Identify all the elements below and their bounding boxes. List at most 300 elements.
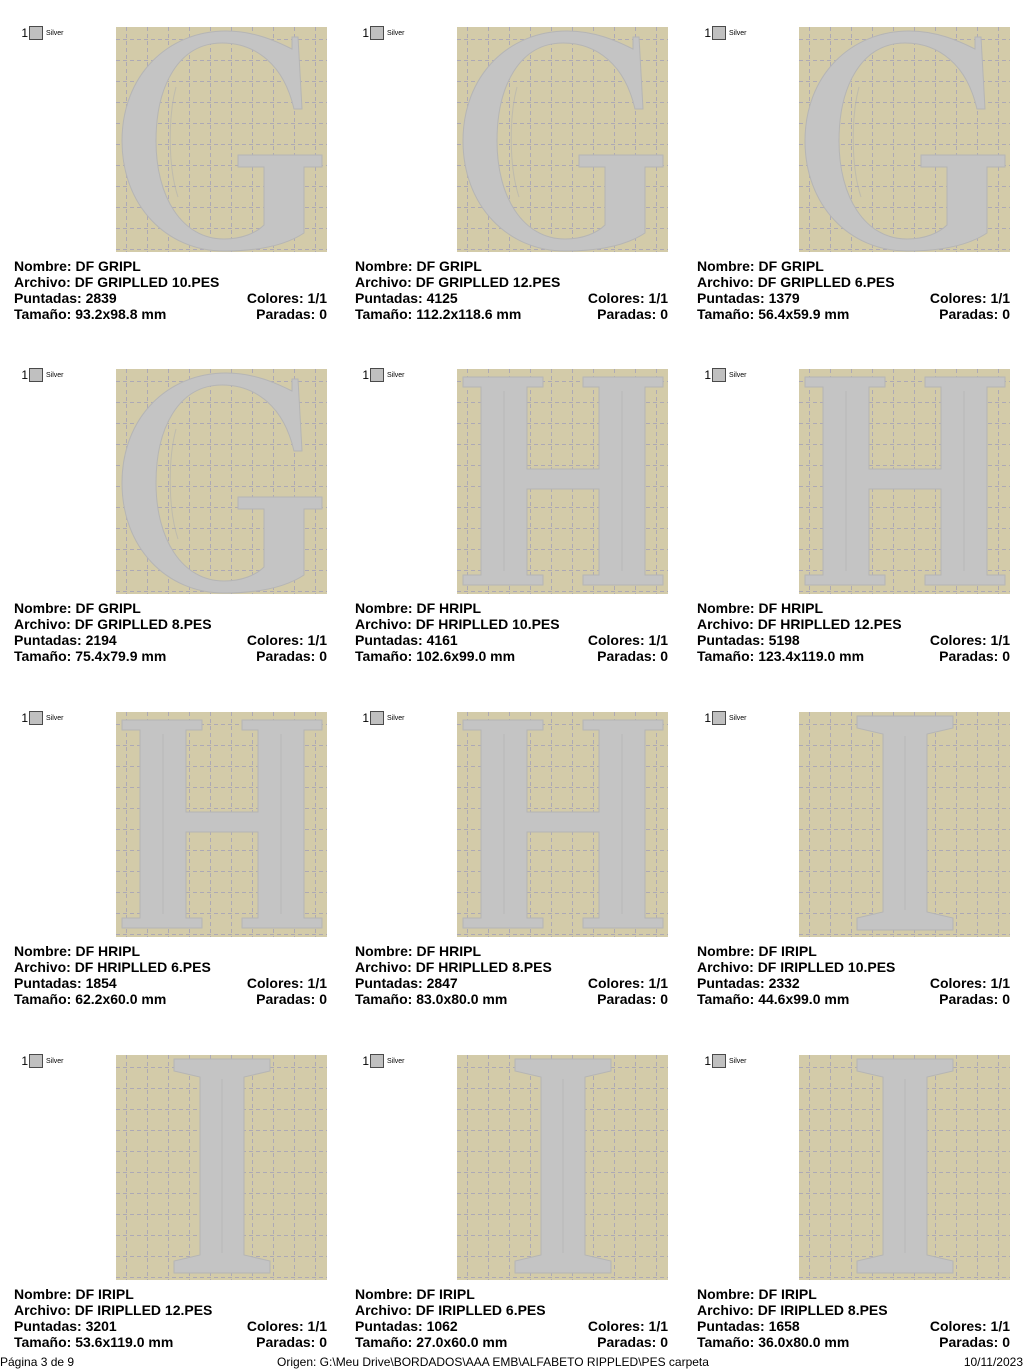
archivo-row (14, 959, 327, 975)
nombre-row (14, 600, 327, 616)
thread-swatch (361, 711, 405, 725)
colores-value: 1/1 (648, 1318, 668, 1334)
nombre-value: DF GRIPL (75, 600, 141, 616)
thread-name: Silver (46, 1057, 64, 1065)
thread-name: Silver (729, 1057, 747, 1065)
puntadas-field (355, 975, 458, 991)
nombre-value: DF HRIPL (75, 943, 141, 959)
design-card (0, 685, 341, 1028)
thread-swatch (703, 711, 747, 725)
design-preview (457, 369, 668, 594)
paradas-value: 0 (1002, 648, 1010, 664)
archivo-value: DF GRIPLLED 10.PES (74, 274, 220, 290)
design-info (355, 600, 668, 664)
design-card (0, 1028, 341, 1371)
paradas-value: 0 (319, 648, 327, 664)
swatch-number: 1 (21, 1054, 28, 1068)
letter-g-embroidery (116, 27, 327, 252)
thread-swatch (20, 26, 64, 40)
tamano-value: 75.4x79.9 mm (75, 648, 167, 664)
colores-value: 1/1 (648, 290, 668, 306)
tamano-value: 27.0x60.0 mm (416, 1334, 508, 1350)
letter-i-embroidery (457, 1055, 668, 1280)
paradas-field (597, 991, 668, 1007)
tamano-label: Tamaño: (355, 306, 413, 322)
colores-label: Colores: (587, 975, 645, 991)
design-preview (457, 712, 668, 937)
puntadas-label: Puntadas: (697, 1318, 765, 1334)
paradas-field (597, 648, 668, 664)
tamano-label: Tamaño: (14, 306, 72, 322)
archivo-row (14, 274, 327, 290)
letter-h-embroidery (116, 712, 327, 937)
tamano-label: Tamaño: (697, 306, 755, 322)
page-number: Página 3 de 9 (0, 1355, 75, 1369)
origin-path: Origen: G:\Meu Drive\BORDADOS\AAA EMB\ALFABETO RIPPLED\PES carpeta (277, 1355, 709, 1369)
design-card (341, 0, 682, 343)
swatch-color (370, 26, 384, 40)
archivo-value: DF HRIPLLED 12.PES (757, 616, 902, 632)
design-info (14, 600, 327, 664)
archivo-label: Archivo: (14, 959, 71, 975)
colores-field (588, 975, 668, 991)
tamano-label: Tamaño: (14, 991, 72, 1007)
design-preview (116, 1055, 327, 1280)
tamano-label: Tamaño: (697, 648, 755, 664)
tamano-label: Tamaño: (355, 648, 413, 664)
tamano-field (14, 1334, 173, 1350)
tamano-field (355, 1334, 507, 1350)
tamano-row (355, 1334, 668, 1350)
thread-name: Silver (46, 371, 64, 379)
design-info (697, 1286, 1010, 1350)
thread-name: Silver (729, 371, 747, 379)
archivo-label: Archivo: (697, 616, 754, 632)
thread-swatch (703, 368, 747, 382)
puntadas-label: Puntadas: (14, 290, 82, 306)
tamano-field (697, 648, 864, 664)
paradas-field (939, 1334, 1010, 1350)
tamano-field (355, 991, 507, 1007)
design-preview (116, 27, 327, 252)
design-card (683, 342, 1024, 685)
puntadas-field (14, 290, 117, 306)
nombre-label: Nombre: (14, 1286, 72, 1302)
design-info (14, 943, 327, 1007)
nombre-label: Nombre: (355, 1286, 413, 1302)
tamano-field (697, 306, 849, 322)
design-info (355, 1286, 668, 1350)
paradas-value: 0 (1002, 991, 1010, 1007)
paradas-value: 0 (660, 306, 668, 322)
archivo-value: DF HRIPLLED 6.PES (74, 959, 211, 975)
archivo-row (355, 1302, 668, 1318)
archivo-label: Archivo: (14, 1302, 71, 1318)
nombre-row (697, 943, 1010, 959)
archivo-value: DF HRIPLLED 10.PES (415, 616, 560, 632)
paradas-label: Paradas: (597, 1334, 657, 1350)
archivo-value: DF GRIPLLED 12.PES (415, 274, 561, 290)
colores-label: Colores: (587, 1318, 645, 1334)
archivo-row (697, 959, 1010, 975)
paradas-value: 0 (1002, 1334, 1010, 1350)
nombre-value: DF GRIPL (75, 258, 141, 274)
colores-label: Colores: (246, 632, 304, 648)
nombre-value: DF HRIPL (416, 600, 482, 616)
tamano-field (697, 1334, 849, 1350)
puntadas-field (697, 975, 800, 991)
paradas-value: 0 (660, 648, 668, 664)
tamano-label: Tamaño: (14, 1334, 72, 1350)
swatch-color (712, 26, 726, 40)
colores-value: 1/1 (648, 975, 668, 991)
tamano-field (14, 991, 166, 1007)
nombre-value: DF HRIPL (758, 600, 824, 616)
colores-field (588, 1318, 668, 1334)
thread-name: Silver (387, 1057, 405, 1065)
puntadas-field (14, 1318, 117, 1334)
archivo-label: Archivo: (355, 1302, 412, 1318)
swatch-number: 1 (362, 1054, 369, 1068)
nombre-value: DF GRIPL (416, 258, 482, 274)
nombre-label: Nombre: (14, 943, 72, 959)
colores-field (247, 1318, 327, 1334)
design-card (341, 685, 682, 1028)
tamano-value: 102.6x99.0 mm (416, 648, 516, 664)
colores-label: Colores: (929, 1318, 987, 1334)
paradas-value: 0 (319, 991, 327, 1007)
swatch-color (712, 1054, 726, 1068)
puntadas-value: 3201 (85, 1318, 117, 1334)
tamano-value: 123.4x119.0 mm (758, 648, 865, 664)
puntadas-label: Puntadas: (355, 290, 423, 306)
archivo-label: Archivo: (697, 1302, 754, 1318)
nombre-value: DF HRIPL (416, 943, 482, 959)
archivo-label: Archivo: (355, 959, 412, 975)
design-preview (799, 712, 1010, 937)
swatch-color (29, 711, 43, 725)
tamano-value: 53.6x119.0 mm (75, 1334, 174, 1350)
swatch-number: 1 (704, 368, 711, 382)
puntadas-label: Puntadas: (697, 632, 765, 648)
puntadas-row (697, 632, 1010, 648)
thread-swatch (361, 368, 405, 382)
colores-value: 1/1 (990, 975, 1010, 991)
colores-value: 1/1 (990, 290, 1010, 306)
swatch-color (712, 368, 726, 382)
archivo-value: DF GRIPLLED 8.PES (74, 616, 212, 632)
tamano-row (14, 306, 327, 322)
paradas-value: 0 (1002, 306, 1010, 322)
swatch-number: 1 (362, 711, 369, 725)
nombre-label: Nombre: (14, 258, 72, 274)
design-card (341, 1028, 682, 1371)
paradas-label: Paradas: (939, 648, 999, 664)
tamano-row (355, 991, 668, 1007)
colores-field (247, 290, 327, 306)
design-preview (457, 1055, 668, 1280)
colores-value: 1/1 (307, 1318, 327, 1334)
paradas-label: Paradas: (597, 991, 657, 1007)
colores-label: Colores: (587, 290, 645, 306)
nombre-row (14, 943, 327, 959)
archivo-value: DF IRIPLLED 12.PES (74, 1302, 213, 1318)
letter-i-embroidery (799, 1055, 1010, 1280)
print-date: 10/11/2023 (963, 1355, 1023, 1369)
design-preview (457, 27, 668, 252)
tamano-value: 83.0x80.0 mm (416, 991, 508, 1007)
paradas-field (597, 1334, 668, 1350)
swatch-number: 1 (362, 26, 369, 40)
puntadas-row (697, 290, 1010, 306)
colores-label: Colores: (246, 1318, 304, 1334)
thread-name: Silver (729, 29, 747, 37)
nombre-value: DF IRIPL (416, 1286, 475, 1302)
paradas-label: Paradas: (256, 991, 316, 1007)
paradas-label: Paradas: (597, 648, 657, 664)
nombre-row (697, 1286, 1010, 1302)
tamano-row (355, 648, 668, 664)
design-preview (799, 27, 1010, 252)
nombre-value: DF IRIPL (75, 1286, 134, 1302)
tamano-value: 56.4x59.9 mm (758, 306, 850, 322)
puntadas-value: 2332 (768, 975, 800, 991)
colores-field (588, 632, 668, 648)
tamano-value: 62.2x60.0 mm (75, 991, 167, 1007)
colores-field (247, 975, 327, 991)
nombre-row (355, 600, 668, 616)
paradas-field (939, 306, 1010, 322)
design-info (355, 943, 668, 1007)
archivo-row (14, 1302, 327, 1318)
paradas-label: Paradas: (256, 306, 316, 322)
letter-i-embroidery (116, 1055, 327, 1280)
archivo-label: Archivo: (697, 959, 754, 975)
tamano-row (14, 1334, 327, 1350)
puntadas-value: 2194 (85, 632, 117, 648)
puntadas-row (14, 975, 327, 991)
colores-label: Colores: (929, 290, 987, 306)
archivo-value: DF GRIPLLED 6.PES (757, 274, 895, 290)
nombre-label: Nombre: (14, 600, 72, 616)
nombre-value: DF IRIPL (758, 1286, 817, 1302)
nombre-label: Nombre: (355, 943, 413, 959)
archivo-row (14, 616, 327, 632)
nombre-label: Nombre: (355, 600, 413, 616)
design-preview (116, 369, 327, 594)
archivo-value: DF HRIPLLED 8.PES (415, 959, 552, 975)
swatch-color (370, 1054, 384, 1068)
puntadas-value: 1854 (85, 975, 117, 991)
swatch-number: 1 (704, 711, 711, 725)
letter-h-embroidery (457, 712, 668, 937)
puntadas-value: 1379 (768, 290, 800, 306)
puntadas-row (355, 1318, 668, 1334)
colores-label: Colores: (929, 632, 987, 648)
tamano-label: Tamaño: (14, 648, 72, 664)
paradas-label: Paradas: (939, 306, 999, 322)
design-info (14, 1286, 327, 1350)
paradas-label: Paradas: (256, 648, 316, 664)
tamano-row (697, 1334, 1010, 1350)
letter-h-embroidery (799, 369, 1010, 594)
design-card (683, 685, 1024, 1028)
archivo-label: Archivo: (14, 274, 71, 290)
colores-value: 1/1 (648, 632, 668, 648)
tamano-value: 112.2x118.6 mm (416, 306, 522, 322)
colores-field (930, 632, 1010, 648)
archivo-value: DF IRIPLLED 10.PES (757, 959, 896, 975)
paradas-field (256, 306, 327, 322)
swatch-color (29, 1054, 43, 1068)
design-preview (799, 1055, 1010, 1280)
tamano-row (355, 306, 668, 322)
colores-label: Colores: (929, 975, 987, 991)
colores-label: Colores: (246, 975, 304, 991)
colores-value: 1/1 (990, 1318, 1010, 1334)
puntadas-row (14, 632, 327, 648)
archivo-row (355, 616, 668, 632)
tamano-field (697, 991, 849, 1007)
design-info (355, 258, 668, 322)
swatch-color (370, 368, 384, 382)
archivo-value: DF IRIPLLED 6.PES (415, 1302, 546, 1318)
paradas-label: Paradas: (597, 306, 657, 322)
nombre-row (14, 258, 327, 274)
letter-g-embroidery (457, 27, 668, 252)
design-card (0, 342, 341, 685)
swatch-color (370, 711, 384, 725)
puntadas-value: 2847 (426, 975, 458, 991)
nombre-row (14, 1286, 327, 1302)
thread-swatch (20, 711, 64, 725)
tamano-value: 44.6x99.0 mm (758, 991, 850, 1007)
nombre-row (697, 258, 1010, 274)
swatch-number: 1 (21, 368, 28, 382)
design-preview (116, 712, 327, 937)
letter-i-embroidery (799, 712, 1010, 937)
colores-field (930, 975, 1010, 991)
thread-swatch (361, 26, 405, 40)
archivo-row (697, 1302, 1010, 1318)
nombre-value: DF IRIPL (758, 943, 817, 959)
paradas-field (256, 1334, 327, 1350)
tamano-row (697, 648, 1010, 664)
tamano-value: 36.0x80.0 mm (758, 1334, 850, 1350)
puntadas-field (14, 632, 117, 648)
nombre-label: Nombre: (355, 258, 413, 274)
puntadas-label: Puntadas: (14, 632, 82, 648)
paradas-value: 0 (319, 1334, 327, 1350)
tamano-row (697, 991, 1010, 1007)
puntadas-value: 4125 (426, 290, 458, 306)
puntadas-row (355, 290, 668, 306)
tamano-field (355, 306, 521, 322)
nombre-row (355, 943, 668, 959)
puntadas-field (697, 290, 800, 306)
tamano-field (355, 648, 515, 664)
letter-h-embroidery (457, 369, 668, 594)
thread-swatch (20, 368, 64, 382)
tamano-field (14, 306, 166, 322)
archivo-label: Archivo: (355, 616, 412, 632)
nombre-value: DF GRIPL (758, 258, 824, 274)
swatch-color (29, 368, 43, 382)
archivo-row (697, 274, 1010, 290)
colores-field (247, 632, 327, 648)
colores-value: 1/1 (307, 975, 327, 991)
thread-swatch (361, 1054, 405, 1068)
tamano-label: Tamaño: (355, 991, 413, 1007)
puntadas-label: Puntadas: (14, 1318, 82, 1334)
puntadas-label: Puntadas: (355, 975, 423, 991)
puntadas-label: Puntadas: (355, 632, 423, 648)
puntadas-value: 1062 (426, 1318, 458, 1334)
thread-swatch (703, 1054, 747, 1068)
paradas-field (256, 991, 327, 1007)
thread-name: Silver (729, 714, 747, 722)
puntadas-row (14, 290, 327, 306)
design-info (14, 258, 327, 322)
archivo-row (355, 959, 668, 975)
nombre-row (355, 1286, 668, 1302)
puntadas-field (355, 290, 458, 306)
puntadas-field (355, 1318, 458, 1334)
tamano-label: Tamaño: (355, 1334, 413, 1350)
thread-name: Silver (387, 714, 405, 722)
paradas-value: 0 (319, 306, 327, 322)
colores-value: 1/1 (307, 290, 327, 306)
paradas-label: Paradas: (939, 1334, 999, 1350)
colores-field (930, 290, 1010, 306)
design-card (683, 1028, 1024, 1371)
puntadas-row (355, 975, 668, 991)
nombre-row (355, 258, 668, 274)
puntadas-field (14, 975, 117, 991)
nombre-label: Nombre: (697, 1286, 755, 1302)
archivo-row (355, 274, 668, 290)
tamano-row (697, 306, 1010, 322)
swatch-color (712, 711, 726, 725)
thread-name: Silver (387, 29, 405, 37)
letter-g-embroidery (116, 369, 327, 594)
swatch-color (29, 26, 43, 40)
design-info (697, 943, 1010, 1007)
paradas-field (939, 991, 1010, 1007)
puntadas-label: Puntadas: (697, 975, 765, 991)
design-info (697, 600, 1010, 664)
paradas-label: Paradas: (256, 1334, 316, 1350)
tamano-label: Tamaño: (697, 991, 755, 1007)
swatch-number: 1 (21, 26, 28, 40)
paradas-value: 0 (660, 991, 668, 1007)
puntadas-label: Puntadas: (697, 290, 765, 306)
puntadas-field (697, 1318, 800, 1334)
puntadas-label: Puntadas: (355, 1318, 423, 1334)
swatch-number: 1 (21, 711, 28, 725)
tamano-value: 93.2x98.8 mm (75, 306, 167, 322)
puntadas-row (14, 1318, 327, 1334)
puntadas-value: 1658 (768, 1318, 800, 1334)
archivo-label: Archivo: (355, 274, 412, 290)
puntadas-value: 4161 (426, 632, 458, 648)
archivo-value: DF IRIPLLED 8.PES (757, 1302, 888, 1318)
letter-g-embroidery (799, 27, 1010, 252)
puntadas-value: 2839 (85, 290, 117, 306)
swatch-number: 1 (704, 1054, 711, 1068)
puntadas-row (697, 975, 1010, 991)
puntadas-field (355, 632, 458, 648)
